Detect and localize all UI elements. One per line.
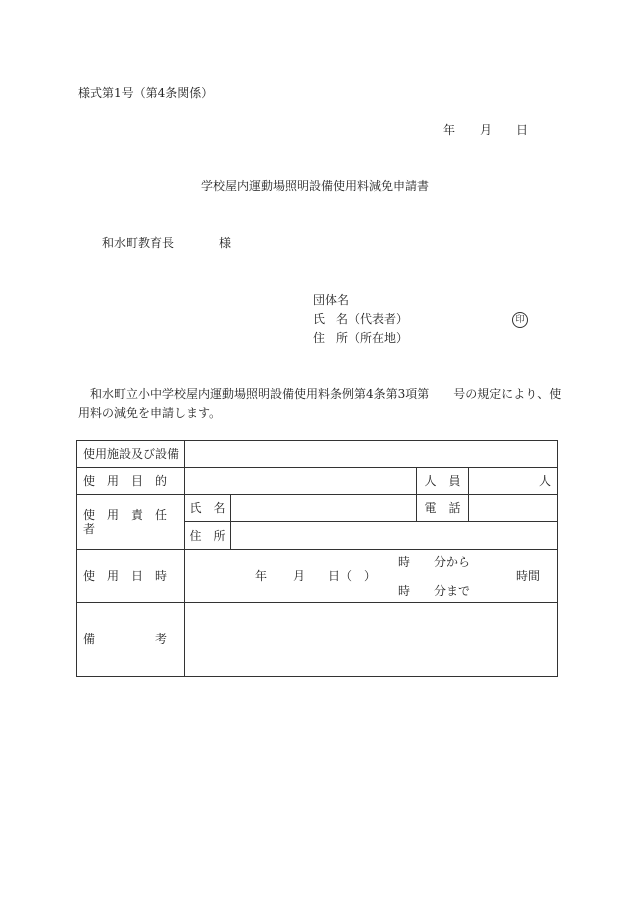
table-row-remarks (77, 603, 558, 677)
table-row-responsible-name (77, 495, 558, 522)
hours-label: 時間 (516, 569, 541, 583)
purpose-label: 使 用 目 的 (77, 468, 185, 495)
addressee-name: 和水町教育長 (102, 236, 175, 250)
body-text-line-2: 用料の減免を申請します。 (78, 406, 222, 420)
seal-mark (512, 311, 528, 328)
date-month-label: 月 (480, 123, 493, 137)
datetime-label: 使 用 日 時 (77, 550, 185, 603)
datetime-field[interactable] (185, 550, 558, 603)
application-table (76, 440, 558, 677)
dt-month: 月 (293, 569, 306, 583)
remarks-field[interactable] (185, 603, 558, 677)
resp-address-label: 住 所 (185, 522, 231, 550)
to-hour: 時 (398, 584, 411, 598)
headcount-unit: 人 (538, 474, 551, 488)
from-hour: 時 (398, 555, 411, 569)
table-row-facility (77, 441, 558, 468)
facility-field[interactable] (185, 441, 558, 468)
form-number: 様式第1号（第4条関係） (78, 86, 214, 100)
representative-label-a: 氏 (313, 312, 326, 326)
seal-icon: 印 (512, 312, 528, 328)
responsible-label: 使 用 責 任 者 (77, 495, 185, 550)
facility-label: 使用施設及び設備 (77, 441, 185, 468)
resp-phone-field[interactable] (469, 495, 558, 522)
table-row-datetime (77, 550, 558, 603)
representative-label-b: 名（代表者） (336, 312, 409, 326)
purpose-field[interactable] (185, 468, 417, 495)
headcount-field[interactable] (469, 468, 558, 495)
from-minute: 分から (434, 555, 471, 569)
to-minute: 分まで (434, 584, 471, 598)
resp-name-field[interactable] (231, 495, 417, 522)
address-label-b: 所（所在地） (336, 331, 409, 345)
headcount-label: 人 員 (417, 468, 469, 495)
addressee-honorific: 様 (219, 236, 232, 250)
dt-year: 年 (255, 569, 268, 583)
resp-phone-label: 電 話 (417, 495, 469, 522)
table-row-purpose (77, 468, 558, 495)
group-name-label: 団体名 (313, 293, 350, 307)
date-year-label: 年 (443, 123, 456, 137)
remarks-label: 備 考 (77, 603, 185, 677)
resp-address-field[interactable] (231, 522, 558, 550)
date-day-label: 日 (516, 123, 529, 137)
address-label-a: 住 (313, 331, 326, 345)
document-title: 学校屋内運動場照明設備使用料減免申請書 (201, 179, 430, 193)
resp-name-label: 氏 名 (185, 495, 231, 522)
dt-day: 日（ ） (328, 569, 377, 583)
body-text-line-1: 和水町立小中学校屋内運動場照明設備使用料条例第4条第3項第 号の規定により、使 (90, 387, 562, 401)
